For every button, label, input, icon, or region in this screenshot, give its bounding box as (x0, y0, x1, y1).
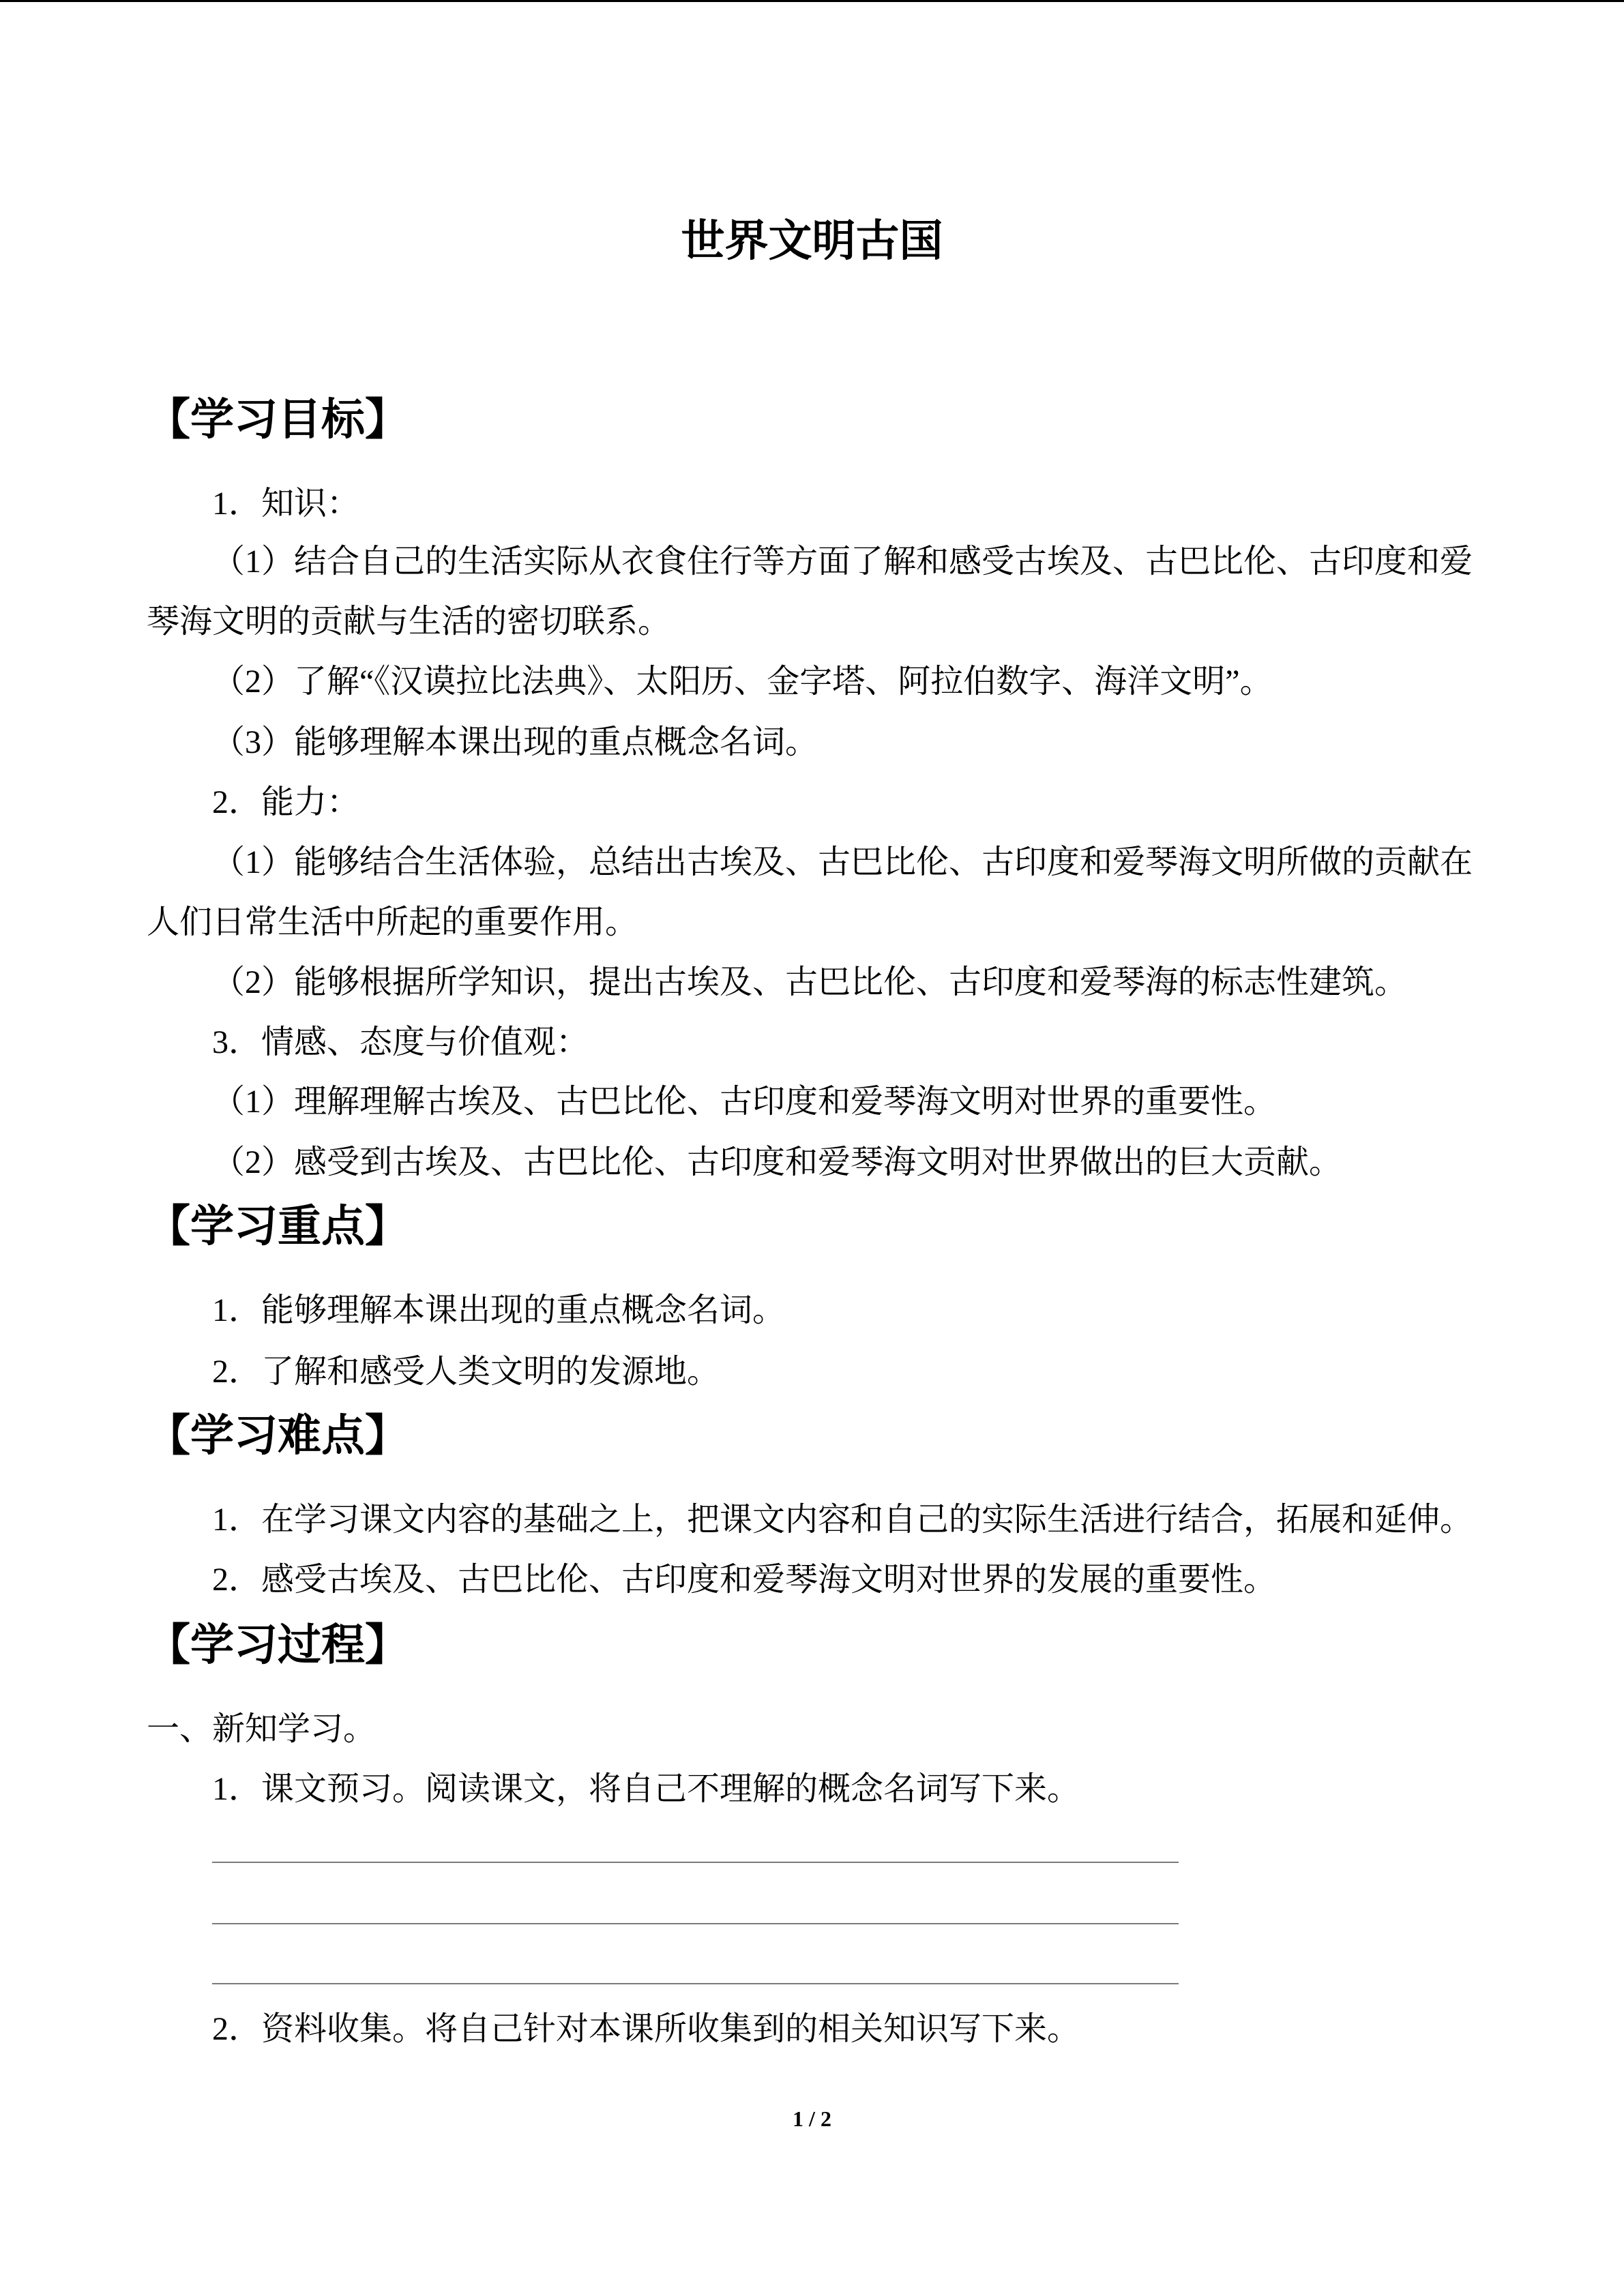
section-heading-key-points: 【学习重点】 (147, 1202, 409, 1251)
process-part-title: 一、新知学习。 (147, 1711, 377, 1747)
attitude-label: 3．情感、态度与价值观： (212, 1024, 589, 1060)
difficulty-item-1: 1．在学习课文内容的基础之上，把课文内容和自己的实际生活进行结合，拓展和延伸。 (212, 1502, 1473, 1538)
ability-label: 2．能力： (212, 784, 360, 820)
knowledge-item-1-line-2: 琴海文明的贡献与生活的密切联系。 (147, 603, 671, 640)
document-title: 世界文明古国 (681, 217, 943, 265)
knowledge-item-1-line-1: （1）结合自己的生活实际从衣食住行等方面了解和感受古埃及、古巴比伦、古印度和爱 (212, 543, 1473, 580)
section-heading-difficulties: 【学习难点】 (147, 1412, 409, 1460)
attitude-item-1: （1）理解理解古埃及、古巴比伦、古印度和爱琴海文明对世界的重要性。 (212, 1084, 1277, 1120)
page-number: 1 / 2 (793, 2106, 831, 2131)
process-task-1: 1．课文预习。阅读课文，将自己不理解的概念名词写下来。 (212, 1771, 1080, 1807)
section-heading-process: 【学习过程】 (147, 1621, 409, 1669)
answer-line-3 (212, 1983, 1179, 1984)
answer-line-1 (212, 1862, 1179, 1863)
knowledge-item-3: （3）能够理解本课出现的重点概念名词。 (212, 724, 818, 760)
key-point-item-2: 2．了解和感受人类文明的发源地。 (212, 1354, 720, 1390)
knowledge-item-2: （2）了解“《汉谟拉比法典》、太阳历、金字塔、阿拉伯数字、海洋文明”。 (212, 664, 1273, 700)
knowledge-label: 1．知识： (212, 486, 360, 522)
ability-item-1-line-2: 人们日常生活中所起的重要作用。 (147, 904, 638, 940)
answer-line-2 (212, 1923, 1179, 1924)
attitude-item-2: （2）感受到古埃及、古巴比伦、古印度和爱琴海文明对世界做出的巨大贡献。 (212, 1144, 1342, 1180)
page-top-border (0, 0, 1624, 2)
section-heading-objectives: 【学习目标】 (147, 396, 409, 444)
difficulty-item-2: 2．感受古埃及、古巴比伦、古印度和爱琴海文明对世界的发展的重要性。 (212, 1562, 1277, 1598)
ability-item-2: （2）能够根据所学知识，提出古埃及、古巴比伦、古印度和爱琴海的标志性建筑。 (212, 964, 1408, 1000)
process-task-2: 2．资料收集。将自己针对本课所收集到的相关知识写下来。 (212, 2011, 1080, 2047)
ability-item-1-line-1: （1）能够结合生活体验，总结出古埃及、古巴比伦、古印度和爱琴海文明所做的贡献在 (212, 844, 1473, 880)
key-point-item-1: 1．能够理解本课出现的重点概念名词。 (212, 1292, 786, 1328)
